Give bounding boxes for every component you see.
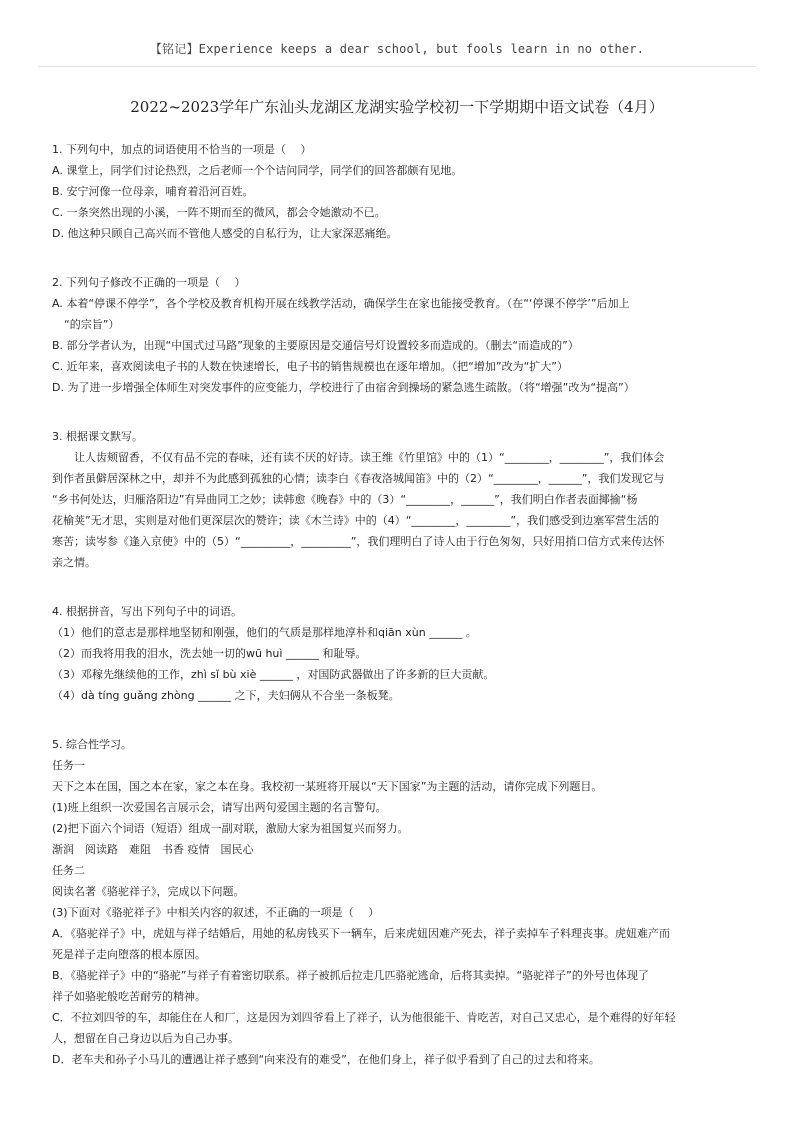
task-1-word-list: 渐润 阅读路 难阻 书香 疫情 国民心 <box>52 843 254 856</box>
task-2-option-a-cont: 死是祥子走向堕落的根本原因。 <box>52 948 206 961</box>
question-4-item-3: （3）邓稼先继续他的工作，zhì sǐ bù xiè ______ ，对国防武器做出了许多新的巨大贡献。 <box>52 668 495 681</box>
question-2-stem: 2. 下列句子修改不正确的一项是（ ） <box>52 276 246 289</box>
task-2-heading: 任务二 <box>52 864 85 877</box>
task-1-item-2: (2)把下面六个词语（短语）组成一副对联，激励大家为祖国复兴而努力。 <box>52 822 409 835</box>
question-4-item-2: （2）而我将用我的泪水，洗去她一切的wū huì ______ 和耻辱。 <box>52 647 367 660</box>
header-divider <box>38 66 756 67</box>
task-2-option-b: B．《骆驼祥子》中的“骆驼”与祥子有着密切联系。祥子被抓后拉走几匹骆驼逃命，后将其卖掉。“骆驼祥子”的外号也体现了 <box>52 969 649 982</box>
task-2-item-3: (3)下面对《骆驼祥子》中相关内容的叙述，不正确的一项是（ ） <box>52 906 380 919</box>
question-2-option-b: B. 部分学者认为，出现“中国式过马路”现象的主要原因是交通信号灯设置较多而造成的。（删去“而造成的”） <box>52 339 579 352</box>
question-3-passage-line: 亲之情。 <box>52 556 96 569</box>
task-1-intro: 天下之本在国，国之本在家，家之本在身。我校初一某班将开展以“天下国家”为主题的活动，请你完成下列题目。 <box>52 780 603 793</box>
task-2-option-a: A．《骆驼祥子》中，虎妞与祥子结婚后，用她的私房钱买下一辆车，后来虎妞因难产死去，祥子卖掉车子料理丧事。虎妞难产而 <box>52 927 671 940</box>
task-2-option-d: D．老车夫和孙子小马儿的遭遇让祥子感到“向来没有的难受”，在他们身上，祥子似乎看到了自己的过去和将来。 <box>52 1053 600 1066</box>
task-2-intro: 阅读名著《骆驼祥子》，完成以下问题。 <box>52 885 245 898</box>
question-4-item-4: （4）dà tíng guǎng zhòng ______ 之下，夫妇俩从不合坐一条板凳。 <box>52 689 400 702</box>
question-3-passage-line: 花榆荚”无才思，实则是对他们更深层次的赞许；读《木兰诗》中的（4）“________，________”，我们感受到边塞军营生活的 <box>52 514 660 527</box>
page-title: 2022~2023学年广东汕头龙湖区龙湖实验学校初一下学期期中语文试卷（4月） <box>130 98 664 116</box>
question-1-option-d: D. 他这种只顾自己高兴而不管他人感受的自私行为，让大家深恶痛绝。 <box>52 227 398 240</box>
question-5-stem: 5. 综合性学习。 <box>52 738 132 751</box>
question-1-stem: 1. 下列句中，加点的词语使用不恰当的一项是（ ） <box>52 143 312 156</box>
question-2-option-a-cont: “的宗旨”） <box>64 318 120 331</box>
task-2-option-b-cont: 祥子如骆驼般吃苦耐劳的精神。 <box>52 990 206 1003</box>
question-3-passage-line: 到作者虽僻居深林之中，却并不为此感到孤独的心情；读李白《春夜洛城闻笛》中的（2）“________，______”，我们发现它与 <box>52 472 665 485</box>
question-4-item-1: （1）他们的意志是那样地坚韧和刚强，他们的气质是那样地淳朴和qiān xùn ______ 。 <box>52 626 477 639</box>
task-2-option-c-cont: 人，想留在自己身边以后为自己办事。 <box>52 1032 239 1045</box>
question-3-passage-line: “乡书何处达，归雁洛阳边”有异曲同工之妙；读韩愈《晚春》中的（3）“________，______”，我们明白作者表面揶揄“杨 <box>52 493 638 506</box>
question-2-option-d: D. 为了进一步增强全体师生对突发事件的应变能力，学校进行了由宿舍到操场的紧急逃生疏散。（将“增强”改为“提高”） <box>52 381 635 394</box>
task-1-item-1: (1)班上组织一次爱国名言展示会，请写出两句爱国主题的名言警句。 <box>52 801 387 814</box>
question-2-option-c: C. 近年来，喜欢阅读电子书的人数在快速增长，电子书的销售规模也在逐年增加。（把“增加”改为“扩大”） <box>52 360 568 373</box>
task-1-heading: 任务一 <box>52 759 85 772</box>
question-3-stem: 3. 根据课文默写。 <box>52 430 143 443</box>
question-1-option-c: C. 一条突然出现的小溪，一阵不期而至的微风，都会令她激动不已。 <box>52 206 386 219</box>
question-3-passage-line: 寒苦；读岑参《逢入京使》中的（5）“_________，_________”，我们理明白了诗人由于行色匆匆，只好用捎口信方式来传达怀 <box>52 535 665 548</box>
question-1-option-a: A. 课堂上，同学们讨论热烈，之后老师一个个诘问同学，同学们的回答都颇有见地。 <box>52 164 463 177</box>
question-1-option-b: B. 安宁河像一位母亲，哺育着沿河百姓。 <box>52 185 254 198</box>
task-2-option-c: C．不拉刘四爷的车，却能住在人和厂，这是因为刘四爷看上了祥子，认为他很能干、肯吃苦，对自己又忠心，是个难得的好年轻 <box>52 1011 676 1024</box>
question-4-stem: 4. 根据拼音，写出下列句子中的词语。 <box>52 605 242 618</box>
question-3-passage-line: 让人齿颊留香，不仅有品不完的春味，还有读不厌的好诗。读王维《竹里馆》中的（1）“________，________”，我们体会 <box>74 451 665 464</box>
question-2-option-a: A. 本着“停课不停学”，各个学校及教育机构开展在线教学活动，确保学生在家也能接受教育。（在“‘停课不停学’”后加上 <box>52 297 630 310</box>
header-motto: 【铭记】Experience keeps a dear school, but fools learn in no other. <box>149 42 645 56</box>
